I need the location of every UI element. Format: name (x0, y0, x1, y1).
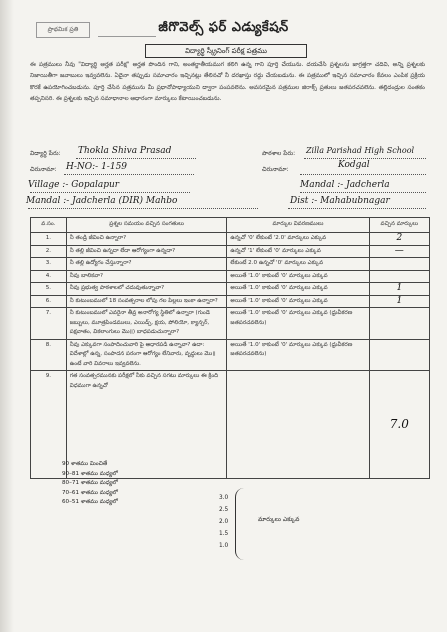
row-marking (227, 371, 369, 479)
row-no: 2. (31, 245, 67, 258)
row-marking: అయితే '1.0' కాకుంటే '0' మార్కులు ఎక్కువ (ధ్రువీకరణ జతపరచవలెను) (227, 339, 369, 371)
student-name-line (76, 158, 196, 159)
mandal-left-value: Mandal :- Jadcherla (DIR) Mahbo (26, 196, 178, 206)
row-no: 9. (31, 371, 67, 479)
table-row (31, 283, 430, 296)
scan-edge-shadow (0, 0, 14, 632)
row-question: నీ కుటుంబములో ఎవరైనా తీవ్ర అనారోగ్య స్థితిలో ఉన్నారా (గుండె జబ్బులు, మూత్రపిండములు, ఎయిడ్స్, క్షయ, పోలియో, క్యాన్సర్, పక్షవాతం, వికలాంగులు మొ॥) బాధపడుచున్నారా? (66, 308, 227, 340)
copy-stamp: ప్రాథమిక ప్రతి (36, 22, 90, 38)
row-marking: అయితే '1.0' కాకుంటే '0' మార్కులు ఎక్కువ (227, 283, 369, 296)
row-no: 3. (31, 258, 67, 271)
table-header-row (31, 218, 430, 233)
address2-line (300, 174, 426, 175)
address2-value: Kodgal (338, 160, 370, 170)
col-header-score: వచ్చిన మార్కులు (369, 218, 429, 233)
percentage-bands (62, 460, 118, 508)
row-question: నీవు ఎక్కువగా సంపాదించువారి పై ఆధారపడి ఉన్నావా? ఉదా: విదేశాల్లో ఉన్న, సంపాదన పరంగా ఆరోగ్యం లేనివారు, వృద్ధులు మొ॥ ఉంటే వారి వివరాలు ఇవ్వవలెను. (66, 339, 227, 371)
row-question: నీ తల్లి ఉద్యోగం చేస్తున్నారా? (66, 258, 227, 271)
row-question: నీ తల్లి జీవించి ఉన్నదా లేదా ఆరోగ్యంగా ఉన్నదా? (66, 245, 227, 258)
scale-note: మార్కులు ఎక్కువ (258, 516, 300, 523)
mandal-right-value: Mandal :- Jadcherla (300, 180, 390, 190)
scale-value: 3.0 (219, 495, 229, 501)
table-row (31, 245, 430, 258)
col-header-marking: మార్కుల వివరణములు (227, 218, 369, 233)
row-question: నీ తండ్రి జీవించి ఉన్నారా? (66, 233, 227, 246)
instructions-paragraph: ఈ పత్రములు నీవు "విద్యార్థి అర్హత పరీక్ష" అర్హత పొందిన గాని, అంతర్జాతీయముగ కలిగి ఉన్న గాని పూర్తి చేయును. దయచేసి ప్రశ్నలను జాగ్రత్తగా చదివి, అన్ని ప్రశ్నలకు నిజాయితీగా జవాబులు ఇవ్వవలెను. ఏదైనా తప్పుడు సమాచారం ఇచ్చినట్లు తేలినచో నీ దరఖాస్తు రద్దు చేయబడును. ఈ పత్రములో ఇచ్చిన సమాచారం కేవలం ఎంపిక ప్రక్రియ కొరకే ఉపయోగించబడును. పూర్తి చేసిన పత్రమును మీ ప్రధానోపాధ్యాయుని ద్వారా పంపవలెను. అవసరమైన పత్రముల జిరాక్స్ ప్రతులు జతపరచవలెను. తల్లిదండ్రుల సంతకం తప్పనిసరి. ఈ ప్రశ్నలకు ఇచ్చిన సమాధానాల ఆధారంగా మార్కులు కేటాయించబడును. (30, 62, 425, 103)
row-no: 1. (31, 233, 67, 246)
address-label: చిరునామా: (30, 166, 57, 173)
table-row (31, 270, 430, 283)
table-row (31, 233, 430, 246)
village-line (30, 192, 190, 193)
row-marking: లేకుంటే 2.0 ఉన్నచో '0' మార్కులు ఎక్కువ (227, 258, 369, 271)
school-name-label: పాఠశాల పేరు: (262, 150, 296, 157)
marks-scale (219, 492, 228, 552)
scale-value: 2.5 (219, 507, 229, 513)
table-row (31, 308, 430, 340)
col-header-question: ప్రశ్నల సమయం వచ్చిన సంగతులు (66, 218, 227, 233)
address-line (64, 174, 194, 175)
row-no: 6. (31, 295, 67, 308)
form-subtitle: విద్యార్థి స్క్రీనింగ్ పరీక్ష పత్రము (145, 44, 307, 58)
address-value: H-NO:- 1-159 (66, 162, 128, 172)
row-marking: ఉన్నచో '1' లేకుంటే '0' మార్కులు ఎక్కువ (227, 245, 369, 258)
row-score: 1 (369, 295, 429, 308)
address2-label: చిరునామా: (262, 166, 289, 173)
row-marking: అయితే '1.0' కాకుంటే '0' మార్కులు ఎక్కువ (227, 270, 369, 283)
row-score (369, 308, 429, 340)
row-question: నీవు బాలికవా? (66, 270, 227, 283)
student-name-label: విద్యార్థి పేరు: (30, 150, 61, 157)
table-row (31, 295, 430, 308)
row-score: — (369, 245, 429, 258)
scale-value: 1.5 (219, 531, 229, 537)
row-no: 7. (31, 308, 67, 340)
form-title: జీగొవెల్స్ ఫర్ ఎడ్యుకేషన్ (158, 20, 289, 35)
district-value: Dist :- Mahabubnagar (290, 196, 390, 206)
band-item: 70–61 శాతము మధ్యలో (62, 489, 118, 496)
col-header-no: వ.సం. (31, 218, 67, 233)
row-no: 5. (31, 283, 67, 296)
student-name-value: Thokla Shiva Prasad (78, 146, 172, 156)
mandal-right-line (300, 192, 426, 193)
district-line (288, 208, 426, 209)
table-row (31, 258, 430, 271)
row-question: నీవు ప్రభుత్వ పాఠశాలలో చదువుతున్నావా? (66, 283, 227, 296)
band-item: 80–71 శాతము మధ్యలో (62, 480, 118, 487)
band-item: 90 శాతము మించితే (62, 461, 108, 467)
village-value: Village :- Gopalapur (28, 180, 120, 190)
school-name-value: Zilla Parishad High School (306, 146, 415, 155)
band-item: 60–51 శాతము మధ్యలో (62, 499, 118, 506)
row-score: 2 (369, 233, 429, 246)
table-row (31, 339, 430, 371)
row-score (369, 270, 429, 283)
row-marking: అయితే '1.0' కాకుంటే '0' మార్కులు ఎక్కువ (ధ్రువీకరణ జతపరచవలెను) (227, 308, 369, 340)
row-no: 4. (31, 270, 67, 283)
scale-value: 2.0 (219, 519, 229, 525)
row-score: 1 (369, 283, 429, 296)
row-marking: ఉన్నచో '0' లేకుంటే '2.0' మార్కులు ఎక్కువ (227, 233, 369, 246)
brace-mark (235, 488, 244, 560)
screening-table (30, 217, 430, 479)
row-score (369, 339, 429, 371)
scale-value: 1.0 (219, 543, 229, 549)
row-score (369, 258, 429, 271)
row-marking: అయితే '1.0' కాకుంటే '0' మార్కులు ఎక్కువ (227, 295, 369, 308)
mandal-left-line (28, 208, 258, 209)
row-no: 8. (31, 339, 67, 371)
row-score: 7.0 (369, 371, 429, 479)
school-name-line (304, 158, 426, 159)
row-question: గత సంవత్సరమునకు పరీక్షలో నీకు వచ్చిన సగటు మార్కులు ఈ క్రింది విధముగా ఉన్నచో (66, 371, 227, 479)
band-item: 90–81 శాతము మధ్యలో (62, 470, 118, 477)
row-question: నీ కుటుంబములో 18 సంవత్సరాల లోపు గల పిల్లలు ఇంకా ఉన్నారా? (66, 295, 227, 308)
